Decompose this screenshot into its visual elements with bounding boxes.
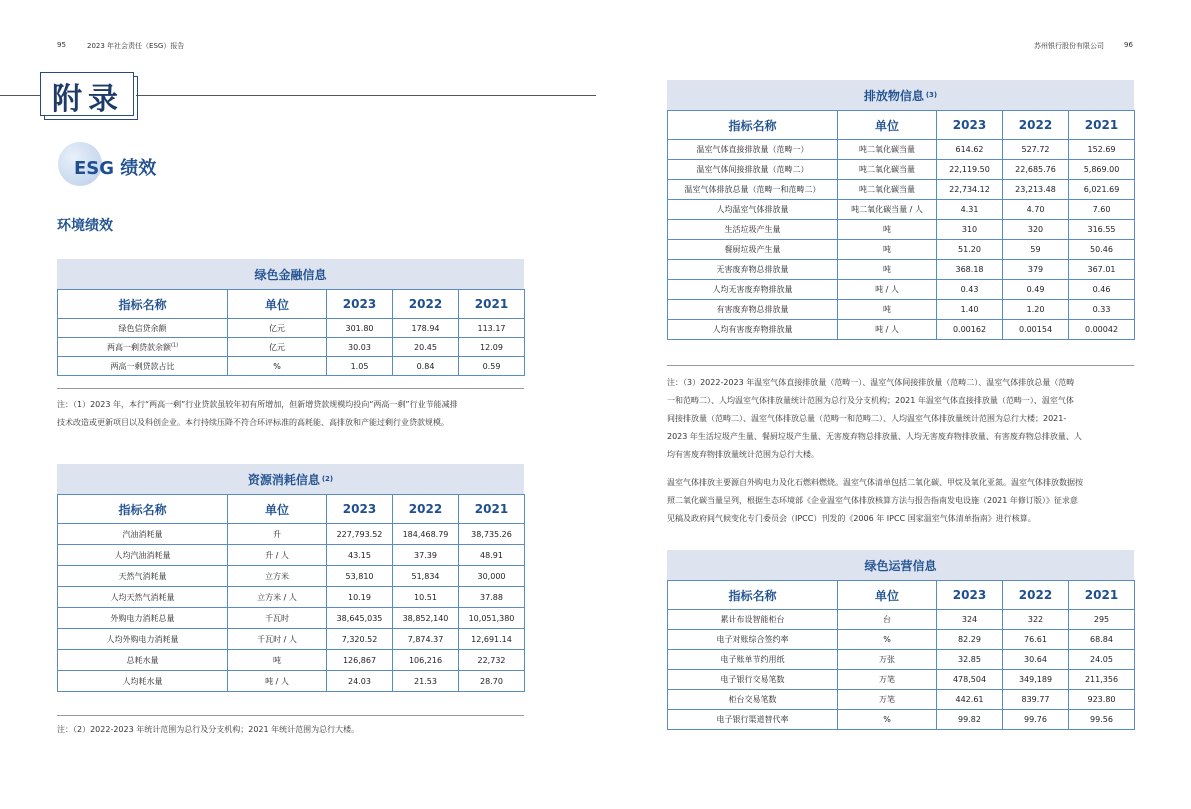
cell-y2022: 1.20 — [1003, 300, 1069, 320]
green-ops-title: 绿色运营信息 — [667, 550, 1134, 580]
cell-name: 累计布设智能柜台 — [668, 610, 838, 630]
cell-unit: 吨 — [228, 650, 327, 671]
table-row — [668, 180, 1135, 200]
cell-y2023: 478,504 — [937, 670, 1003, 690]
resource-note: 注：（2）2022-2023 年统计范围为总行及分支机构；2021 年统计范围为总行大楼。 — [57, 725, 360, 734]
table-row — [668, 280, 1135, 300]
table-row — [58, 319, 525, 338]
col-header-2021: 2021 — [459, 495, 525, 524]
cell-y2021: 367.01 — [1069, 260, 1135, 280]
cell-name: 两高一剩贷款占比 — [58, 357, 228, 376]
table-row — [668, 160, 1135, 180]
col-header-name: 指标名称 — [58, 495, 228, 524]
cell-name: 外购电力消耗总量 — [58, 608, 228, 629]
cell-unit: 吨 / 人 — [228, 671, 327, 692]
cell-y2022: 30.64 — [1003, 650, 1069, 670]
cell-unit: 吨 / 人 — [838, 280, 937, 300]
cell-unit: 吨二氧化碳当量 — [838, 160, 937, 180]
cell-name: 人均外购电力消耗量 — [58, 629, 228, 650]
cell-y2021: 12.09 — [459, 338, 525, 357]
cell-y2023: 126,867 — [327, 650, 393, 671]
cell-y2022: 178.94 — [393, 319, 459, 338]
cell-y2021: 22,732 — [459, 650, 525, 671]
appendix-title: 附录 — [52, 82, 124, 117]
cell-name: 人均温室气体排放量 — [668, 200, 838, 220]
cell-y2022: 59 — [1003, 240, 1069, 260]
cell-name: 温室气体排放总量（范畴一和范畴二） — [668, 180, 838, 200]
table-row — [668, 610, 1135, 630]
cell-name: 电子对账综合签约率 — [668, 630, 838, 650]
table-row — [668, 670, 1135, 690]
cell-y2022: 320 — [1003, 220, 1069, 240]
emissions-note: 注：（3）2022-2023 年温室气体直接排放量（范畴一）、温室气体间接排放量（范畴二）、温室气体排放总量（范畴 一和范畴二）、人均温室气体排放量统计范围为总行及分支机构；2021 年温室气体直接排放量（范畴一）、温室气体 间接排放量（范畴二）、温室气体排放总量（范畴一和范畴二）、人均温室气体排放量统计范围为总行大楼；2021- 2023 年生活垃圾产生量、餐厨垃圾产生量、无害废弃物总排放量、人均无害废弃物排放量、有害废弃物总排放量、人 均有害废弃物排放量统计范围为总行大楼。 — [667, 378, 1082, 459]
table-row — [58, 357, 525, 376]
resource-table — [57, 464, 524, 692]
table-row — [58, 566, 525, 587]
col-header-name: 指标名称 — [668, 581, 838, 610]
cell-y2021: 38,735.26 — [459, 524, 525, 545]
cell-name: 总耗水量 — [58, 650, 228, 671]
cell-y2021: 0.33 — [1069, 300, 1135, 320]
cell-name: 人均无害废弃物排放量 — [668, 280, 838, 300]
cell-y2023: 38,645,035 — [327, 608, 393, 629]
cell-y2023: 1.05 — [327, 357, 393, 376]
cell-y2023: 22,734.12 — [937, 180, 1003, 200]
cell-y2021: 211,356 — [1069, 670, 1135, 690]
col-header-2023: 2023 — [937, 581, 1003, 610]
table-row — [668, 650, 1135, 670]
esg-title: ESG 绩效 — [74, 158, 157, 179]
cell-name: 无害废弃物总排放量 — [668, 260, 838, 280]
cell-y2022: 379 — [1003, 260, 1069, 280]
cell-y2021: 152.69 — [1069, 140, 1135, 160]
cell-unit: 立方米 / 人 — [228, 587, 327, 608]
title-rule-left — [0, 95, 40, 96]
cell-name: 电子账单节约用纸 — [668, 650, 838, 670]
green-finance-title: 绿色金融信息 — [57, 259, 524, 289]
cell-y2023: 82.29 — [937, 630, 1003, 650]
cell-y2023: 1.40 — [937, 300, 1003, 320]
cell-name: 柜台交易笔数 — [668, 690, 838, 710]
cell-y2022: 23,213.48 — [1003, 180, 1069, 200]
col-header-unit: 单位 — [228, 290, 327, 319]
table-row — [668, 200, 1135, 220]
table-row — [58, 671, 525, 692]
cell-y2023: 30.03 — [327, 338, 393, 357]
cell-name: 汽油消耗量 — [58, 524, 228, 545]
cell-unit: % — [838, 710, 937, 730]
right-header-title: 苏州银行股份有限公司 — [1034, 42, 1104, 50]
col-header-unit: 单位 — [838, 111, 937, 140]
cell-y2023: 24.03 — [327, 671, 393, 692]
cell-y2023: 10.19 — [327, 587, 393, 608]
cell-name: 温室气体直接排放量（范畴一） — [668, 140, 838, 160]
cell-y2021: 12,691.14 — [459, 629, 525, 650]
cell-unit: % — [228, 357, 327, 376]
cell-y2022: 38,852,140 — [393, 608, 459, 629]
cell-y2023: 442.61 — [937, 690, 1003, 710]
cell-y2022: 99.76 — [1003, 710, 1069, 730]
cell-unit: 吨二氧化碳当量 — [838, 140, 937, 160]
table-row — [668, 690, 1135, 710]
cell-y2022: 0.00154 — [1003, 320, 1069, 340]
cell-y2021: 295 — [1069, 610, 1135, 630]
col-header-unit: 单位 — [838, 581, 937, 610]
emissions-title: 排放物信息 (3) — [667, 80, 1134, 110]
cell-y2022: 0.84 — [393, 357, 459, 376]
col-header-2023: 2023 — [327, 290, 393, 319]
col-header-2022: 2022 — [1003, 581, 1069, 610]
table-row — [668, 240, 1135, 260]
col-header-2023: 2023 — [327, 495, 393, 524]
divider — [667, 365, 1134, 366]
cell-unit: 立方米 — [228, 566, 327, 587]
cell-name: 有害废弃物总排放量 — [668, 300, 838, 320]
cell-y2022: 839.77 — [1003, 690, 1069, 710]
cell-unit: 亿元 — [228, 319, 327, 338]
cell-name: 生活垃圾产生量 — [668, 220, 838, 240]
table-row — [58, 587, 525, 608]
cell-y2023: 32.85 — [937, 650, 1003, 670]
cell-y2023: 99.82 — [937, 710, 1003, 730]
green-finance-table — [57, 259, 524, 376]
cell-y2023: 53,810 — [327, 566, 393, 587]
col-header-2021: 2021 — [459, 290, 525, 319]
cell-y2021: 0.00042 — [1069, 320, 1135, 340]
cell-y2021: 99.56 — [1069, 710, 1135, 730]
emissions-paragraph: 温室气体排放主要源自外购电力及化石燃料燃烧。温室气体清单包括二氧化碳、甲烷及氧化亚氮。温室气体排放数据按 照二氧化碳当量呈列，根据生态环境部《企业温室气体排放核算方法与报告指南发电设施（2021 年修订版）》征求意 见稿及政府间气候变化专门委员会（IPCC）刊发的《2006 年 IPCC 国家温室气体清单指南》进行核算。 — [667, 478, 1083, 523]
col-header-2022: 2022 — [1003, 111, 1069, 140]
table-row — [668, 140, 1135, 160]
cell-y2022: 10.51 — [393, 587, 459, 608]
emissions-table — [667, 80, 1134, 340]
cell-unit: 吨 / 人 — [838, 320, 937, 340]
cell-y2023: 22,119.50 — [937, 160, 1003, 180]
cell-y2021: 0.46 — [1069, 280, 1135, 300]
cell-unit: 吨 — [838, 260, 937, 280]
cell-name: 人均天然气消耗量 — [58, 587, 228, 608]
cell-unit: 吨 — [838, 220, 937, 240]
cell-y2021: 7.60 — [1069, 200, 1135, 220]
table-row — [668, 300, 1135, 320]
cell-y2022: 527.72 — [1003, 140, 1069, 160]
cell-y2022: 106,216 — [393, 650, 459, 671]
cell-y2022: 51,834 — [393, 566, 459, 587]
col-header-name: 指标名称 — [668, 111, 838, 140]
cell-y2021: 0.59 — [459, 357, 525, 376]
cell-unit: 吨 — [838, 240, 937, 260]
cell-unit: 万张 — [838, 650, 937, 670]
table-row — [58, 608, 525, 629]
cell-y2022: 21.53 — [393, 671, 459, 692]
cell-y2022: 20.45 — [393, 338, 459, 357]
cell-name: 人均汽油消耗量 — [58, 545, 228, 566]
cell-unit: 升 — [228, 524, 327, 545]
cell-y2021: 50.46 — [1069, 240, 1135, 260]
cell-name: 绿色信贷余额 — [58, 319, 228, 338]
cell-y2023: 614.62 — [937, 140, 1003, 160]
cell-y2022: 349,189 — [1003, 670, 1069, 690]
cell-y2023: 4.31 — [937, 200, 1003, 220]
table-row — [58, 629, 525, 650]
col-header-unit: 单位 — [228, 495, 327, 524]
cell-y2021: 68.84 — [1069, 630, 1135, 650]
cell-name: 人均耗水量 — [58, 671, 228, 692]
cell-unit: 升 / 人 — [228, 545, 327, 566]
cell-y2023: 43.15 — [327, 545, 393, 566]
table-row — [668, 220, 1135, 240]
cell-name: 温室气体间接排放量（范畴二） — [668, 160, 838, 180]
cell-y2021: 37.88 — [459, 587, 525, 608]
cell-name: 两高一剩贷款余额$^{(1)}$ — [58, 338, 228, 357]
cell-y2021: 923.80 — [1069, 690, 1135, 710]
cell-y2021: 113.17 — [459, 319, 525, 338]
left-page-number: 95 — [57, 41, 66, 49]
cell-y2023: 301.80 — [327, 319, 393, 338]
cell-y2022: 0.49 — [1003, 280, 1069, 300]
table-row — [668, 320, 1135, 340]
cell-unit: 万笔 — [838, 690, 937, 710]
col-header-2022: 2022 — [393, 290, 459, 319]
col-header-2021: 2021 — [1069, 581, 1135, 610]
cell-y2021: 28.70 — [459, 671, 525, 692]
cell-y2021: 6,021.69 — [1069, 180, 1135, 200]
cell-y2022: 22,685.76 — [1003, 160, 1069, 180]
cell-name: 天然气消耗量 — [58, 566, 228, 587]
cell-name: 人均有害废弃物排放量 — [668, 320, 838, 340]
table-row — [58, 338, 525, 357]
cell-unit: 万笔 — [838, 670, 937, 690]
cell-unit: 吨二氧化碳当量 / 人 — [838, 200, 937, 220]
table-row — [668, 710, 1135, 730]
cell-name: 电子银行渠道替代率 — [668, 710, 838, 730]
cell-y2021: 24.05 — [1069, 650, 1135, 670]
resource-title: 资源消耗信息 (2) — [57, 464, 524, 494]
cell-y2023: 310 — [937, 220, 1003, 240]
divider — [57, 388, 524, 389]
cell-y2023: 227,793.52 — [327, 524, 393, 545]
table-row — [58, 545, 525, 566]
cell-y2022: 184,468.79 — [393, 524, 459, 545]
col-header-2022: 2022 — [393, 495, 459, 524]
cell-y2022: 37.39 — [393, 545, 459, 566]
cell-y2021: 30,000 — [459, 566, 525, 587]
cell-y2022: 322 — [1003, 610, 1069, 630]
left-header-title: 2023 年社会责任（ESG）报告 — [87, 42, 185, 50]
cell-y2021: 5,869.00 — [1069, 160, 1135, 180]
cell-unit: 吨二氧化碳当量 — [838, 180, 937, 200]
cell-name: 餐厨垃圾产生量 — [668, 240, 838, 260]
cell-name: 电子银行交易笔数 — [668, 670, 838, 690]
table-row — [58, 524, 525, 545]
cell-y2022: 4.70 — [1003, 200, 1069, 220]
green-finance-note: 注：（1）2023 年，本行“两高一剩”行业贷款虽较年初有所增加，但新增贷款规模均投向“两高一剩”行业节能减排 技术改造或更新项目以及科创企业。本行持续压降不符合环评标准的高耗能、高排放和产能过剩行业贷款规模。 — [57, 400, 458, 427]
cell-y2021: 48.91 — [459, 545, 525, 566]
cell-unit: 亿元 — [228, 338, 327, 357]
col-header-2023: 2023 — [937, 111, 1003, 140]
table-row — [668, 260, 1135, 280]
cell-y2023: 7,320.52 — [327, 629, 393, 650]
cell-y2023: 324 — [937, 610, 1003, 630]
cell-y2023: 368.18 — [937, 260, 1003, 280]
green-ops-table — [667, 550, 1134, 730]
cell-y2023: 51.20 — [937, 240, 1003, 260]
right-page-number: 96 — [1124, 41, 1133, 49]
divider — [57, 715, 524, 716]
col-header-name: 指标名称 — [58, 290, 228, 319]
cell-unit: 千瓦时 / 人 — [228, 629, 327, 650]
cell-y2023: 0.43 — [937, 280, 1003, 300]
cell-unit: 千瓦时 — [228, 608, 327, 629]
title-rule-right — [136, 95, 596, 96]
cell-unit: 吨 — [838, 300, 937, 320]
table-row — [58, 650, 525, 671]
cell-y2021: 10,051,380 — [459, 608, 525, 629]
section-title: 环境绩效 — [57, 218, 113, 234]
cell-y2021: 316.55 — [1069, 220, 1135, 240]
col-header-2021: 2021 — [1069, 111, 1135, 140]
table-row — [668, 630, 1135, 650]
cell-y2022: 7,874.37 — [393, 629, 459, 650]
cell-y2023: 0.00162 — [937, 320, 1003, 340]
cell-y2022: 76.61 — [1003, 630, 1069, 650]
cell-unit: 台 — [838, 610, 937, 630]
cell-unit: % — [838, 630, 937, 650]
